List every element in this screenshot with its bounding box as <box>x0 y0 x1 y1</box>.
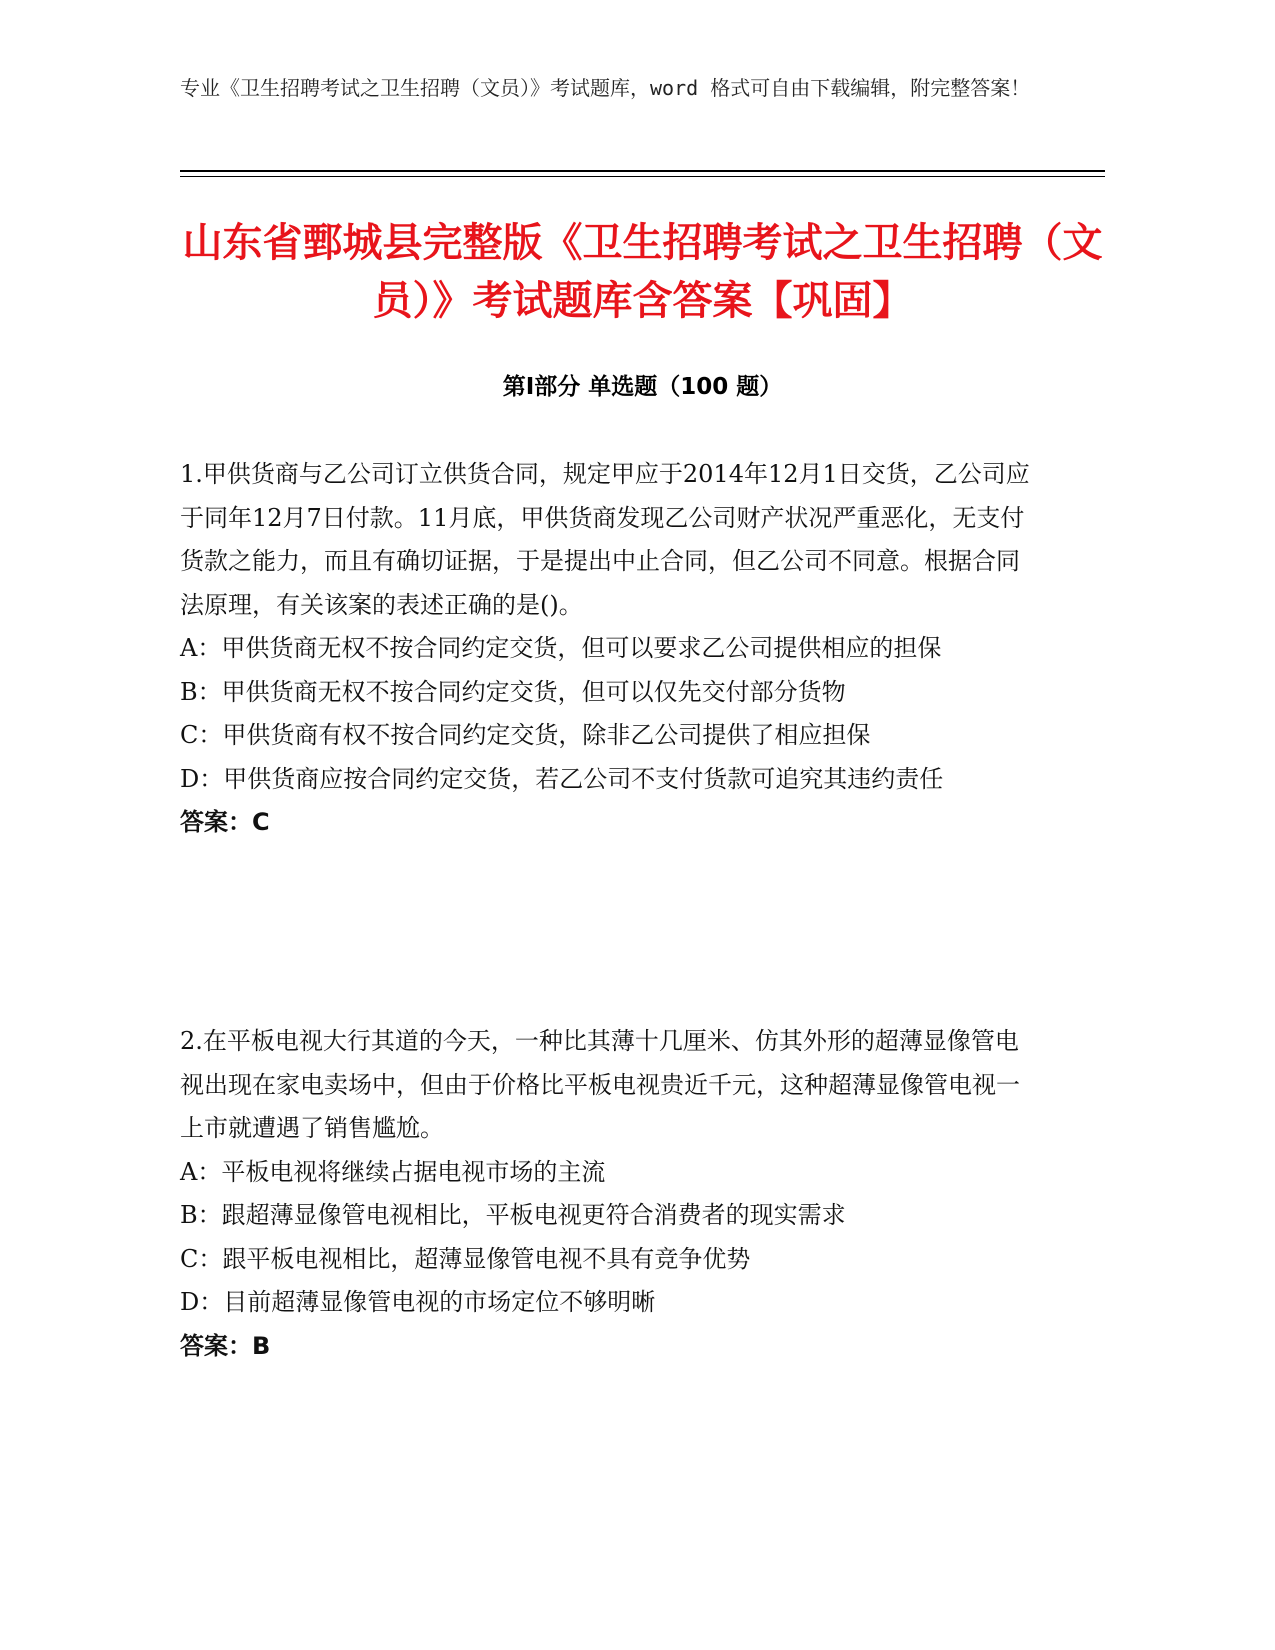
header-divider-thick <box>180 170 1105 172</box>
option-b: B：跟超薄显像管电视相比，平板电视更符合消费者的现实需求 <box>180 1201 846 1229</box>
document-title: 山东省鄄城县完整版《卫生招聘考试之卫生招聘（文员）》考试题库含答案【巩固】 <box>182 220 1103 324</box>
option-a: A：甲供货商无权不按合同约定交货，但可以要求乙公司提供相应的担保 <box>180 634 942 662</box>
header-note: 专业《卫生招聘考试之卫生招聘（文员）》考试题库，word 格式可自由下载编辑，附完整答案！ <box>180 76 1031 100</box>
question-stem: 2.在平板电视大行其道的今天，一种比其薄十几厘米、仿其外形的超薄显像管电视出现在家电卖场中，但由于价格比平板电视贵近千元，这种超薄显像管电视一上市就遭遇了销售尴尬。 <box>180 1027 1020 1142</box>
question-stem: 1.甲供货商与乙公司订立供货合同，规定甲应于2014年12月1日交货，乙公司应于同年12月7日付款。11月底，甲供货商发现乙公司财产状况严重恶化，无支付货款之能力，而且有确切证据，于是提出中止合同，但乙公司不同意。根据合同法原理，有关该案的表述正确的是()。 <box>180 460 1030 619</box>
header-divider-thin <box>180 176 1105 177</box>
option-d: D：甲供货商应按合同约定交货，若乙公司不支付货款可追究其违约责任 <box>180 764 944 793</box>
option-a: A：平板电视将继续占据电视市场的主流 <box>180 1157 606 1186</box>
option-c: C：跟平板电视相比，超薄显像管电视不具有竞争优势 <box>180 1244 751 1273</box>
answer-line: 答案：C <box>180 808 270 836</box>
option-d: D：目前超薄显像管电视的市场定位不够明晰 <box>180 1288 656 1316</box>
option-c: C：甲供货商有权不按合同约定交货，除非乙公司提供了相应担保 <box>180 721 871 749</box>
option-b: B：甲供货商无权不按合同约定交货，但可以仅先交付部分货物 <box>180 677 846 706</box>
question-2 <box>180 1020 1040 1368</box>
answer-line: 答案：B <box>180 1331 271 1360</box>
section-heading: 第Ⅰ部分 单选题（100 题） <box>502 374 783 400</box>
question-1 <box>180 453 1040 845</box>
